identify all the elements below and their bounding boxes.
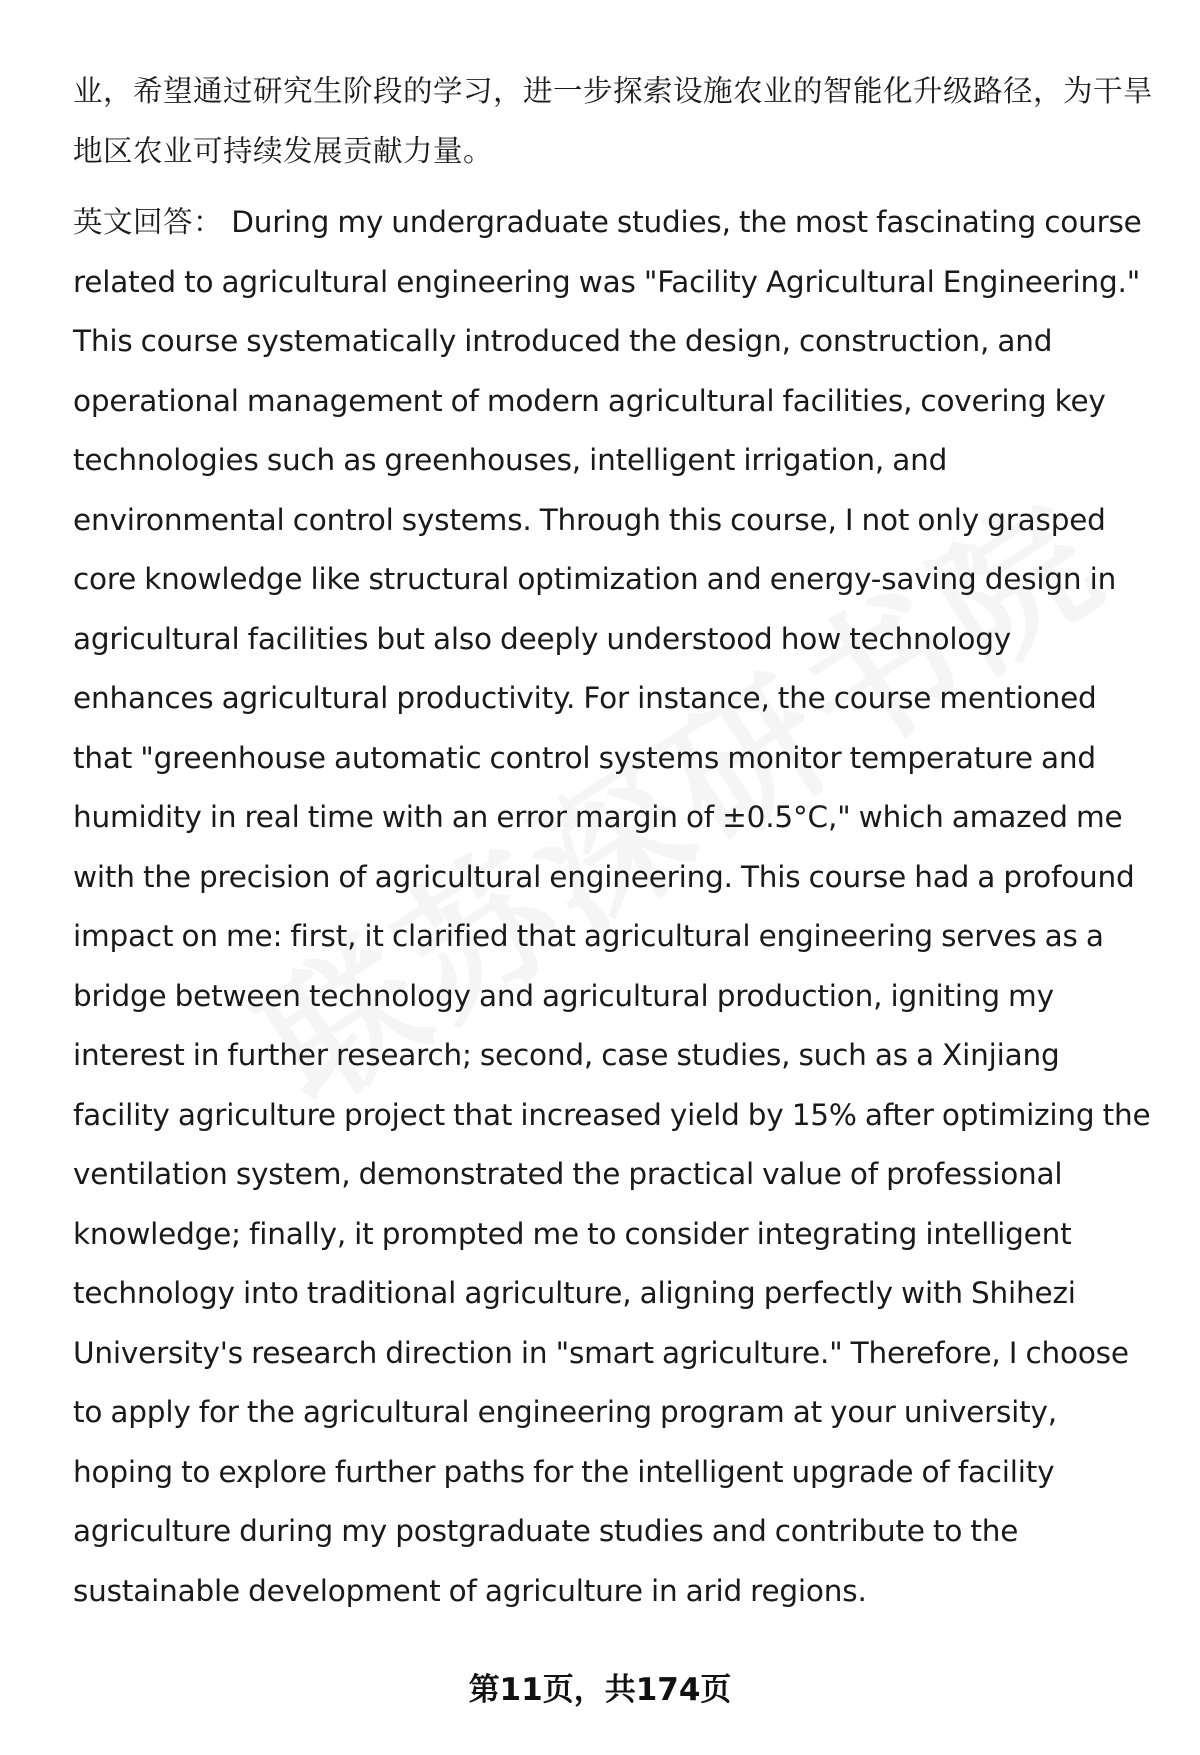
page-footer [0,1665,1200,1715]
intro-paragraph: 业，希望通过研究生阶段的学习，进一步探索设施农业的智能化升级路径，为干旱地区农业可持续发展贡献力量。 [73,74,1154,168]
document-body [73,62,1153,1621]
english-answer-label: 英文回答： [73,205,224,239]
english-answer-text: During my undergraduate studies, the most fascinating course related to agricultural engineering was "Facility Agricultural Engineering." This course systematically introduced the design, construction, and operational management of modern agricultural facilities, covering key technologies such as greenhouses, intelligent irrigation, and environmental control systems. Through this course, I not only grasped core knowledge like structural optimization and energy-saving design in agricultural facilities but also deeply understood how technology enhances agricultural productivity. For instance, the course mentioned that "greenhouse automatic control systems monitor temperature and humidity in real time with an error margin of ±0.5°C," which amazed me with the precision of agricultural engineering. This course had a profound impact on me: first, it clarified that agricultural engineering serves as a bridge between technology and agricultural production, igniting my interest in further research; second, case studies, such as a Xinjiang facility agriculture project that increased yield by 15% after optimizing the ventilation system, demonstrated the practical value of professional knowledge; finally, it prompted me to consider integrating intelligent technology into traditional agriculture, aligning perfectly with Shihezi University's research direction in "smart agriculture." Therefore, I choose to apply for the agricultural engineering program at your university, hoping to explore further paths for the intelligent upgrade of facility agriculture during my postgraduate studies and contribute to the sustainable development of agriculture in arid regions. [73,205,1151,1608]
page-number: 第11页，共174页 [468,1672,732,1708]
english-answer-paragraph [73,193,1153,1621]
